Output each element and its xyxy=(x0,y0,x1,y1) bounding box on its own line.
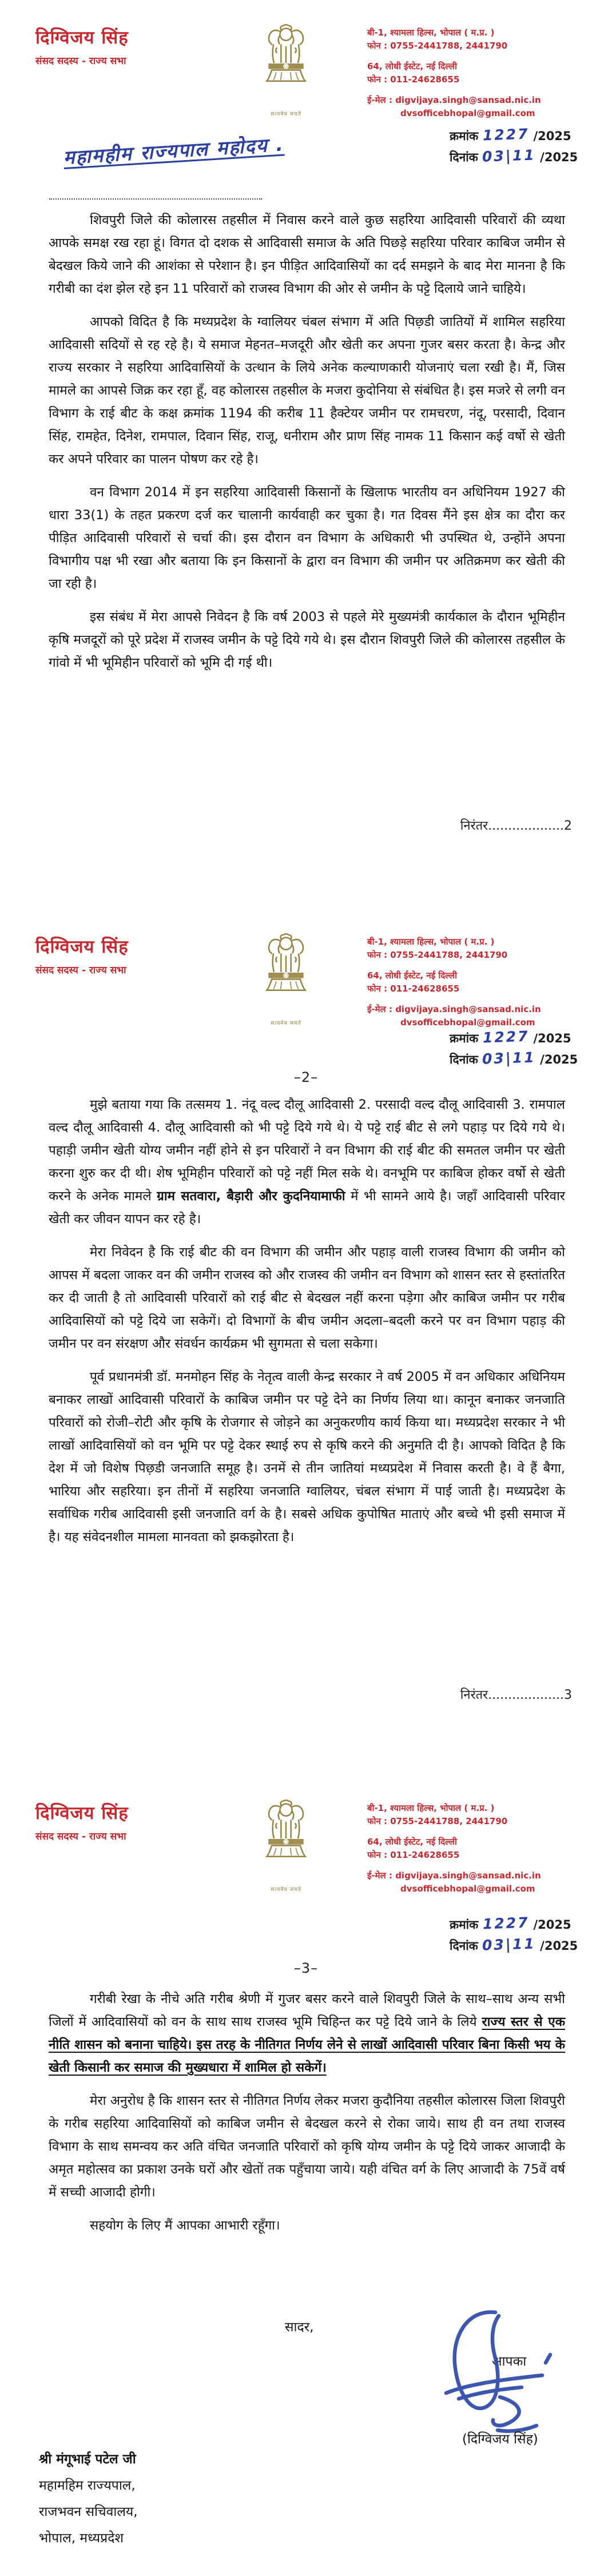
email-address-2: dvsofficebhopal@gmail.com xyxy=(400,1017,535,1028)
paragraph-8 xyxy=(49,1988,565,2079)
paragraph-7: पूर्व प्रधानमंत्री डॉ. मनमोहन सिंह के नेतृत्व वाली केन्द्र सरकार ने वर्ष 2005 में वन अधिकार अधिनियम बनाकर लाखों आदिवासी परिवारों के काबिज जमीन पर पट्टे देने का निर्णय लिया था। कानून बनाकर जनजाति परिवारों को रोजी–रोटी और कृषि के रोजगार से जोड़ने का अनुकरणीय कार्य किया था। मध्यप्रदेश सरकार ने भी लाखों आदिवासियों को वन भूमि पर पट्टे देकर स्थाई रुप से कृषि करने की अनुमति दी है। आपको विदित है कि देश में जो विशेष पिछ़डी जनजाति समूह है। उनमें से तीन जातियां मध्यप्रदेश में निवास करती है। वे हैं बैगा, भारिया और सहरिया। इन तीनों में सहरिया जनजाति ग्वालियर, चंबल संभाग में पाई जाती है। मध्यप्रदेश के सर्वाधिक गरीब आदिवासी इसी जनजाति वर्ग के है। सबसे अधिक कुपोषित माताएं और बच्चे भी इसी समाज में है। यह संवेदनशील मामला मानवता को झकझोरता है। xyxy=(49,1369,565,1544)
ashoka-emblem-icon xyxy=(259,1797,313,1882)
serial-number-row xyxy=(450,1029,598,1046)
continued-to-page3: निरंतर...................3 xyxy=(460,1688,572,1702)
paragraph-5-text: मुझे बताया गया कि तत्समय 1. नंदू वल्द दौलू आदिवासी 2. परसादी वल्द दौलू आदिवासी 3. रामपाल वल्द दौलू आदिवासी 4. दौलू आदिवासी को भी पट्टे दिये गये थे। ये पट्टे राई बीट से लगे पहाड़ पर दिये गये थे। पहाड़ी जमीन खेती योग्य जमीन नहीं होने से इन परिवारों ने वन विभाग की राई बीट की समतल जमीन पर खेती करना शुरु कर दी थी। शेष भूमिहीन परिवारों को पट्टे नहीं मिल सके थे। वनभूमि पर काबिज होकर वर्षो से खेती करने के अनेक मामले xyxy=(49,1097,565,1204)
signature-label: आपका xyxy=(492,2354,527,2369)
emblem-motto: सत्यमेव जयते xyxy=(271,112,301,117)
letter-body-page3 xyxy=(49,1988,565,2247)
ashoka-emblem-icon xyxy=(259,931,313,1016)
email-label: ई-मेल : xyxy=(367,95,396,105)
signature-ink xyxy=(436,2306,556,2440)
emblem-motto: सत्यमेव जयते xyxy=(271,1021,301,1026)
letterhead-page3 xyxy=(0,1797,612,1912)
serial-number-row xyxy=(450,127,598,144)
closing-salutation: सादर, xyxy=(285,2320,314,2335)
continued-to-page2: निरंतर...................2 xyxy=(460,819,572,833)
emblem-motto: सत्यमेव जयते xyxy=(271,1887,301,1893)
date-year: /2025 xyxy=(540,1939,578,1953)
serial-number-handwritten: 1227 xyxy=(482,1914,530,1933)
date-handwritten: 03|11 xyxy=(482,146,537,165)
addressee-name: श्री मंगूभाई पटेल जी xyxy=(39,2452,136,2467)
spacer xyxy=(367,1828,541,1836)
serial-label: क्रमांक xyxy=(450,129,479,143)
date-label: दिनांक xyxy=(450,1053,478,1066)
paragraph-5-bold-villages: ग्राम सतवारा, बैड़ारी और कुदनियामाफी xyxy=(157,1189,345,1204)
phone-bhopal: फोन : 0755-2441788, 2441790 xyxy=(367,1816,508,1826)
email-address-1: digvijaya.singh@sansad.nic.in xyxy=(395,95,541,105)
serial-block-page2 xyxy=(450,1029,598,1072)
date-year: /2025 xyxy=(540,150,578,164)
serial-year: /2025 xyxy=(533,129,571,143)
date-row xyxy=(450,1937,598,1954)
serial-label: क्रमांक xyxy=(450,1032,479,1045)
ashoka-emblem-icon xyxy=(259,22,313,106)
phone-delhi: फोन : 011-24628655 xyxy=(367,984,460,994)
date-label: दिनांक xyxy=(450,150,478,164)
national-emblem xyxy=(256,1797,316,1893)
paragraph-5 xyxy=(49,1093,565,1231)
date-handwritten: 03|11 xyxy=(482,1049,537,1068)
paragraph-9: मेरा अनुरोध है कि शासन स्तर से नीतिगत निर्णय लेकर मजरा कुदौनिया तहसील कोलारस जिला शिवपुरी के गरीब सहरिया आदिवासियों को काबिज जमीन से बेदखल करने से रोका जाये। साथ ही वन तथा राजस्व विभाग के साथ समन्वय कर अति वंचित जनजाति परिवारों को कृषि योग्य जमीन के पट्टे दिये जाकर आजादी के अमृत महोत्सव का प्रकाश उनके घरों और खेतों तक पहुँचाया जाये। यही वंचित वर्ग के लिए आजादी के 75वें वर्ष में सच्ची आजादी होगी। xyxy=(49,2093,565,2200)
paragraph-10: सहयोग के लिए मैं आपका आभारी रहूँगा। xyxy=(90,2218,280,2233)
date-row xyxy=(450,1050,598,1068)
spacer xyxy=(367,996,541,1003)
address-bhopal: बी-1, श्यामला हिल्स, भोपाल ( म.प्र. ) xyxy=(367,1803,495,1813)
national-emblem xyxy=(256,931,316,1026)
serial-year: /2025 xyxy=(533,1918,571,1932)
paragraph-8-underlined-demand: राज्य स्तर से एक नीति शासन को बनाना चाहिये। इस तरह के नीतिगत निर्णय लेने से लाखों आदिवासी परिवार बिना किसी भय के खेती किसानी कर समाज की मुख्यधारा में शामिल हो सकेगें। xyxy=(49,2014,565,2075)
letterhead-contact-block xyxy=(367,935,541,1029)
addressee-dotted-line xyxy=(49,198,262,200)
paragraph-3: वन विभाग 2014 में इन सहरिया आदिवासी किसानों के खिलाफ भारतीय वन अधिनियम 1927 की धारा 33(1) के तहत प्रकरण दर्ज कर चालानी कार्यवाही कर चुका है। गत दिवस मैंने इस क्षेत्र का दौरा कर पीड़ित आदिवासी परिवारों से चर्चा की। इस दौरान वन विभाग के अधिकारी भी उपस्थित थे, उन्होंने अपना विभागीय पक्ष भी रखा और बताया कि इन किसानों के द्वारा वन विभाग की जमीन पर अतिक्रमण कर खेती की जा रही है। xyxy=(49,485,565,591)
address-bhopal: बी-1, श्यामला हिल्स, भोपाल ( म.प्र. ) xyxy=(367,27,495,38)
phone-bhopal: फोन : 0755-2441788, 2441790 xyxy=(367,950,508,960)
email-line1 xyxy=(367,1003,541,1016)
spacer xyxy=(367,53,541,60)
letterhead-page1 xyxy=(0,22,612,136)
letter-body-page1 xyxy=(49,209,565,684)
page3-number: –3– xyxy=(293,1960,319,1976)
signer-name: (दिग्विजय सिंह) xyxy=(462,2432,538,2447)
date-row xyxy=(450,148,598,165)
letter-body-page2 xyxy=(49,1093,565,1559)
serial-block-page3 xyxy=(450,1916,598,1958)
sender-name: दिग्विजय सिंह xyxy=(35,1803,129,1823)
serial-year: /2025 xyxy=(533,1032,571,1045)
sender-designation: संसद सदस्य - राज्य सभा xyxy=(35,965,126,976)
spacer xyxy=(367,86,541,94)
serial-label: क्रमांक xyxy=(450,1918,479,1932)
email-line1 xyxy=(367,94,541,107)
email-address-1: digvijaya.singh@sansad.nic.in xyxy=(395,1004,541,1014)
email-line1 xyxy=(367,1869,541,1882)
date-handwritten: 03|11 xyxy=(482,1935,537,1954)
handwritten-salutation: महामहीम राज्यपाल महोदय . xyxy=(62,133,285,169)
date-year: /2025 xyxy=(540,1053,578,1066)
date-label: दिनांक xyxy=(450,1939,478,1953)
serial-number-handwritten: 1227 xyxy=(482,125,530,144)
address-bhopal: बी-1, श्यामला हिल्स, भोपाल ( म.प्र. ) xyxy=(367,937,495,947)
address-delhi: 64, लोधी ईस्टेट, नई दिल्ली xyxy=(367,61,458,71)
sender-designation: संसद सदस्य - राज्य सभा xyxy=(35,55,126,67)
sender-name: दिग्विजय सिंह xyxy=(35,27,129,48)
serial-number-row xyxy=(450,1916,598,1933)
page2-number: –2– xyxy=(293,1069,319,1085)
email-address-1: digvijaya.singh@sansad.nic.in xyxy=(395,1870,541,1881)
addressee-office: राजभवन सचिवालय, xyxy=(39,2505,138,2519)
spacer xyxy=(367,962,541,969)
serial-block-page1 xyxy=(450,127,598,169)
paragraph-4: इस संबंध में मेरा आपसे निवेदन है कि वर्ष 2003 से पहले मेरे मुख्यमंत्री कार्यकाल के दौरान भूमिहीन कृषि मजदूरों को पूरे प्रदेश में राजस्व जमीन के पट्टे दिये गये थे। इस दौरान शिवपुरी जिले की कोलारस तहसील के गांवो में भी भूमिहीन परिवारों को भूमि दी गई थी। xyxy=(49,610,565,670)
spacer xyxy=(367,1862,541,1869)
national-emblem xyxy=(256,22,316,117)
paragraph-6: मेरा निवेदन है कि राई बीट की वन विभाग की जमीन और पहाड़ वाली राजस्व विभाग की जमीन को आपस में बदला जाकर वन की जमीन राजस्व को और राजस्व की जमीन वन विभाग को शासन स्तर से हस्तांतरित कर दी जाती है तो आदिवासी परिवारों को राई बीट से बेदखल नहीं करना पड़ेगा और काबिज जमीन पर गरीब आदिवासियों को पट्टे दिये जा सकेगें। दो विभागों के बीच जमीन अदला–बदली करने पर वन विभाग पहाड़ की जमीन पर वन संरक्षण और संवर्धन कार्यक्रम भी सुगमता से चला सकेगा। xyxy=(49,1245,565,1351)
letterhead-contact-block xyxy=(367,26,541,120)
email-address-2: dvsofficebhopal@gmail.com xyxy=(400,108,535,118)
addressee-title: महामहिम राज्यपाल, xyxy=(39,2478,136,2493)
letterhead-contact-block xyxy=(367,1802,541,1896)
paragraph-8-text: गरीबी रेखा के नीचे अति गरीब श्रेणी में गुजर बसर करने वाले शिवपुरी जिले के साथ–साथ अन्य सभी जिलों में आदिवासियों को वन के साथ साथ राजस्व भूमि चिहिन्त कर पट्टे दिये जाने के लिये xyxy=(49,1992,565,2029)
phone-delhi: फोन : 011-24628655 xyxy=(367,1850,460,1860)
paragraph-5-rest: में भी सामने आये है। जहाँ आदिवासी परिवार खेती कर जीवन यापन कर रहे है। xyxy=(49,1189,565,1227)
email-address-2: dvsofficebhopal@gmail.com xyxy=(400,1884,535,1894)
address-delhi: 64, लोधी ईस्टेट, नई दिल्ली xyxy=(367,1837,458,1847)
serial-number-handwritten: 1227 xyxy=(482,1028,530,1046)
email-label: ई-मेल : xyxy=(367,1004,396,1014)
phone-delhi: फोन : 011-24628655 xyxy=(367,74,460,85)
addressee-city: भोपाल, मध्यप्रदेश xyxy=(39,2531,124,2546)
paragraph-1: शिवपुरी जिले की कोलारस तहसील में निवास करने वाले कुछ सहरिया आदिवासी परिवारों की व्यथा आपके समक्ष रख रहा हूं। विगत दो दशक से आदिवासी समाज के अति पिछड़े सहरिया परिवार काबिज जमीन से बेदखल किये जाने की आशंका से परेशान है। इन पीड़ित आदिवासियों का दर्द समझने के बाद मेरा मानना है कि गरीबी का दंश झेल रहे इन 11 परिवारों को राजस्व विभाग की ओर से जमीन के पट्टे दिलाये जाने चाहिये। xyxy=(49,213,565,296)
address-delhi: 64, लोधी ईस्टेट, नई दिल्ली xyxy=(367,970,458,981)
paragraph-2: आपको विदित है कि मध्यप्रदेश के ग्वालियर चंबल संभाग में अति पिछ़डी जातियों में शामिल सहरिया आदिवासी सदियों से रह रहे है। ये समाज मेहनत–मजदूरी और खेती कर अपना गुजर बसर करता है। केन्द्र और राज्य सरकार ने सहरिया आदिवासियों के उत्थान के लिये अनेक कल्याणकारी योजनाएं चला रखी है। मैं, जिस मामले का आपसे जिक्र कर रहा हूँ, वह कोलारस तहसील के मजरा कुदोनिया से संबंधित है। इस मजरे से लगी वन विभाग के राई बीट के कक्ष क्रमांक 1194 की करीब 11 हैक्टेयर जमीन पर रामचरण, नंदू, परसादी, दिवान सिंह, रामहेत, दिनेश, रामपाल, दिवान सिंह, राजू, धनीराम और प्राण सिंह नामक 11 किसान कई वर्षो से खेती कर अपने परिवार का पालन पोषण कर रहे है। xyxy=(49,314,565,467)
sender-designation: संसद सदस्य - राज्य सभा xyxy=(35,1831,126,1842)
sender-name: दिग्विजय सिंह xyxy=(35,937,129,957)
phone-bhopal: फोन : 0755-2441788, 2441790 xyxy=(367,41,508,51)
addressee-block xyxy=(39,2446,138,2551)
email-label: ई-मेल : xyxy=(367,1870,396,1881)
